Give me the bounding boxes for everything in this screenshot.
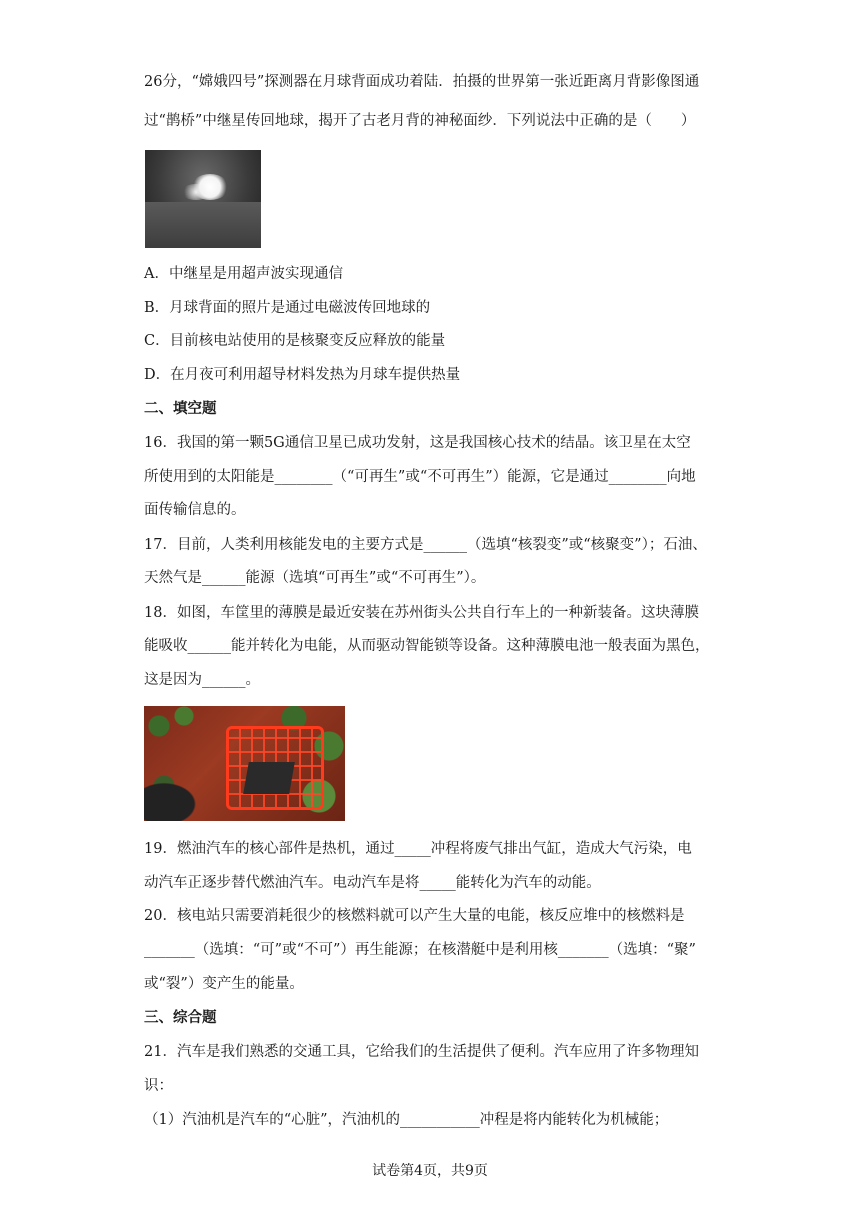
section-3-heading: 三、综合题 <box>144 1009 217 1026</box>
q15-stem-line-1: 26分，“嫦娥四号”探测器在月球背面成功着陆．拍摄的世界第一张近距离月背影像图通 <box>144 74 700 90</box>
moon-far-side-image <box>145 150 261 248</box>
q15-option-a: A．中继星是用超声波实现通信 <box>144 266 343 282</box>
q19-line-1: 19．燃油汽车的核心部件是热机，通过_____冲程将废气排出气缸，造成大气污染，电 <box>144 841 692 857</box>
q15-stem-line-2: 过“鹊桥”中继星传回地球，揭开了古老月背的神秘面纱．下列说法中正确的是（ ） <box>144 113 696 129</box>
q20-line-3: 或“裂”）变产生的能量。 <box>144 976 304 992</box>
section-2-heading: 二、填空题 <box>144 400 217 417</box>
q18-line-3: 这是因为______。 <box>144 672 260 688</box>
q21-line-2: 识： <box>144 1078 173 1094</box>
q21-line-1: 21．汽车是我们熟悉的交通工具，它给我们的生活提供了便利。汽车应用了许多物理知 <box>144 1044 699 1060</box>
q18-line-2: 能吸收______能并转化为电能，从而驱动智能锁等设备。这种薄膜电池一般表面为黑色， <box>144 638 710 654</box>
q15-option-d: D．在月夜可利用超导材料发热为月球车提供热量 <box>144 367 461 383</box>
q16-line-1: 16．我国的第一颗5G通信卫星已成功发射，这是我国核心技术的结晶。该卫星在太空 <box>144 435 691 451</box>
q15-option-b: B．月球背面的照片是通过电磁波传回地球的 <box>144 300 431 316</box>
q20-line-2: _______（选填：“可”或“不可”）再生能源；在核潜艇中是利用核_______（选填：“聚” <box>144 942 696 958</box>
q19-line-2: 动汽车正逐步替代燃油汽车。电动汽车是将_____能转化为汽车的动能。 <box>144 875 601 891</box>
q21-line-3: （1）汽油机是汽车的“心脏”，汽油机的___________冲程是将内能转化为机械能； <box>144 1112 669 1128</box>
q18-line-1: 18．如图，车筐里的薄膜是最近安装在苏州街头公共自行车上的一种新装备。这块薄膜 <box>144 605 699 621</box>
q16-line-3: 面传输信息的。 <box>144 502 246 518</box>
page-footer: 试卷第4页，共9页 <box>372 1163 488 1179</box>
q16-line-2: 所使用到的太阳能是________（“可再生”或“不可再生”）能源，它是通过________向地 <box>144 469 696 485</box>
q20-line-1: 20．核电站只需要消耗很少的核燃料就可以产生大量的电能，核反应堆中的核燃料是 <box>144 908 685 924</box>
bike-basket-solar-film-image <box>144 706 345 821</box>
q17-line-1: 17．目前，人类利用核能发电的主要方式是______（选填“核裂变”或“核聚变”）；石油、 <box>144 537 707 553</box>
q17-line-2: 天然气是______能源（选填“可再生”或“不可再生”）。 <box>144 570 486 586</box>
q15-option-c: C．目前核电站使用的是核聚变反应释放的能量 <box>144 333 446 349</box>
